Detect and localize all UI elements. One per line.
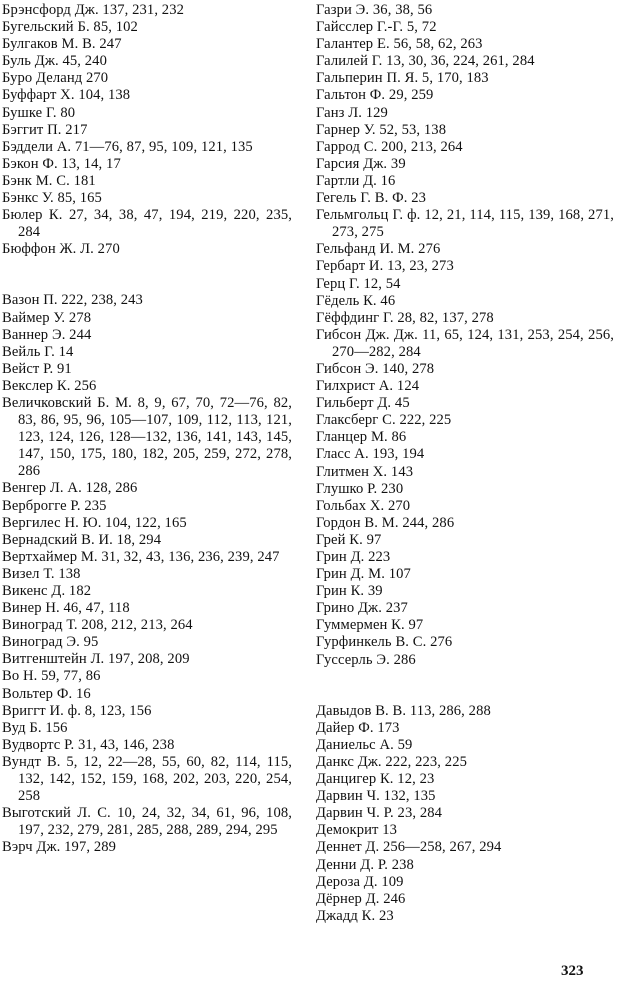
index-entry: Гибсон Дж. Дж. 11, 65, 124, 131, 253, 254, 256, 270—282, 284 xyxy=(316,326,614,360)
index-entry: Герц Г. 12, 54 xyxy=(316,275,401,292)
index-entry: Вудвортс Р. 31, 43, 146, 238 xyxy=(2,736,175,753)
index-entry: Вергилес Н. Ю. 104, 122, 165 xyxy=(2,514,187,531)
index-entry: Бюффон Ж. Л. 270 xyxy=(2,241,120,258)
index-entry: Бэкон Ф. 13, 14, 17 xyxy=(2,155,121,172)
index-entry: Буро Деланд 270 xyxy=(2,70,109,87)
section-g xyxy=(316,2,614,669)
index-entry: Вундт В. 5, 12, 22—28, 55, 60, 82, 114, 115, 132, 142, 152, 159, 168, 202, 203, 220, 254, 258 xyxy=(2,753,292,805)
index-entry: Дайер Ф. 173 xyxy=(316,719,400,736)
index-entry: Грей К. 97 xyxy=(316,531,382,548)
index-entry: Булгаков М. В. 247 xyxy=(2,36,122,53)
index-entry: Вернадский В. И. 18, 294 xyxy=(2,531,162,548)
index-entry: Глушко Р. 230 xyxy=(316,480,404,497)
index-entry: Данкс Дж. 222, 223, 225 xyxy=(316,753,467,770)
section-v xyxy=(2,292,292,856)
section-gap xyxy=(316,669,614,703)
index-entry: Галилей Г. 13, 30, 36, 224, 261, 284 xyxy=(316,53,535,70)
index-entry: Грин Д. 223 xyxy=(316,549,391,565)
index-entry: Дероза Д. 109 xyxy=(316,873,404,890)
section-b xyxy=(2,2,292,258)
index-entry: Гальтон Ф. 29, 259 xyxy=(316,87,434,104)
index-entry: Буффарт Х. 104, 138 xyxy=(2,87,131,104)
index-entry: Бэнкс У. 85, 165 xyxy=(2,190,102,207)
index-entry: Гарсия Дж. 39 xyxy=(316,155,406,172)
index-entry: Деннет Д. 256—258, 267, 294 xyxy=(316,839,502,856)
index-entry: Брэнсфорд Дж. 137, 231, 232 xyxy=(2,2,185,18)
page-number: 323 xyxy=(561,963,584,979)
index-entry: Гласс А. 193, 194 xyxy=(316,446,425,463)
index-entry: Верброгге Р. 235 xyxy=(2,497,107,514)
section-d xyxy=(316,703,614,925)
index-entry: Бугельский Б. 85, 102 xyxy=(2,19,138,36)
index-entry: Вольтер Ф. 16 xyxy=(2,685,91,702)
index-entry: Гаррод С. 200, 213, 264 xyxy=(316,138,463,155)
index-entry: Грин Д. М. 107 xyxy=(316,566,411,583)
index-entry: Дёрнер Д. 246 xyxy=(316,890,406,907)
index-entry: Дарвин Ч. Р. 23, 284 xyxy=(316,805,443,822)
index-entry: Глитмен Х. 143 xyxy=(316,463,414,480)
left-column xyxy=(2,2,292,857)
index-entry: Гибсон Э. 140, 278 xyxy=(316,360,435,377)
index-entry: Бэггит П. 217 xyxy=(2,121,88,138)
index-entry: Вейль Г. 14 xyxy=(2,343,74,360)
index-entry: Денни Д. Р. 238 xyxy=(316,856,414,873)
index-entry: Данцигер К. 12, 23 xyxy=(316,771,435,788)
index-entry: Векслер К. 256 xyxy=(2,377,97,394)
index-entry: Глаксберг С. 222, 225 xyxy=(316,412,452,429)
index-entry: Гербарт И. 13, 23, 273 xyxy=(316,258,454,275)
index-entry: Давыдов В. В. 113, 286, 288 xyxy=(316,702,491,719)
index-entry: Гёффдинг Г. 28, 82, 137, 278 xyxy=(316,309,494,326)
index-entry: Гуммермен К. 97 xyxy=(316,617,424,634)
index-entry: Джадд К. 23 xyxy=(316,907,394,924)
index-entry: Величковский Б. М. 8, 9, 67, 70, 72—76, 82, 83, 86, 95, 96, 105—107, 109, 112, 113, 121, 123, 124, 126, 128—132, 136, 141, 143, 145, 147, 150, 175, 180, 182, 205, 259, 272, 278, 286 xyxy=(2,394,292,480)
index-entry: Вуд Б. 156 xyxy=(2,719,68,736)
section-gap xyxy=(2,258,292,292)
index-entry: Гольбах Х. 270 xyxy=(316,497,411,514)
index-entry: Викенс Д. 182 xyxy=(2,583,92,599)
index-entry: Вейст Р. 91 xyxy=(2,360,72,377)
index-entry: Гельмгольц Г. ф. 12, 21, 114, 115, 139, 168, 271, 273, 275 xyxy=(316,207,614,241)
index-entry: Бэнк М. С. 181 xyxy=(2,172,96,189)
index-entry: Виноград Т. 208, 212, 213, 264 xyxy=(2,617,193,634)
index-entry: Гёдель К. 46 xyxy=(316,292,396,309)
index-entry: Ваймер У. 278 xyxy=(2,309,92,326)
index-entry: Витгенштейн Л. 197, 208, 209 xyxy=(2,651,190,668)
index-entry: Бушке Г. 80 xyxy=(2,104,76,121)
index-entry: Демокрит 13 xyxy=(316,822,398,839)
index-entry: Гуссерль Э. 286 xyxy=(316,651,416,668)
index-entry: Гилхрист А. 124 xyxy=(316,378,420,395)
right-column xyxy=(316,2,614,925)
index-entry: Визел Т. 138 xyxy=(2,565,81,582)
index-entry: Бюлер К. 27, 34, 38, 47, 194, 219, 220, 235, 284 xyxy=(2,207,292,241)
index-entry: Вазон П. 222, 238, 243 xyxy=(2,292,143,309)
index-entry: Гланцер М. 86 xyxy=(316,429,407,446)
index-entry: Дарвин Ч. 132, 135 xyxy=(316,788,436,805)
index-entry: Ганз Л. 129 xyxy=(316,104,388,121)
index-entry: Даниельс А. 59 xyxy=(316,736,413,753)
index-entry: Гордон В. М. 244, 286 xyxy=(316,514,455,531)
index-entry: Бэддели А. 71—76, 87, 95, 109, 121, 135 xyxy=(2,138,253,155)
index-entry: Гурфинкель В. С. 276 xyxy=(316,634,453,651)
index-entry: Гельфанд И. М. 276 xyxy=(316,241,441,258)
index-entry: Газри Э. 36, 38, 56 xyxy=(316,2,433,18)
index-entry: Грино Дж. 237 xyxy=(316,600,408,617)
index-entry: Выготский Л. С. 10, 24, 32, 34, 61, 96, 108, 197, 232, 279, 281, 285, 288, 289, 294, 295 xyxy=(2,805,292,839)
index-entry: Вэрч Дж. 197, 289 xyxy=(2,839,117,856)
index-entry: Буль Дж. 45, 240 xyxy=(2,53,107,70)
index-entry: Гегель Г. В. Ф. 23 xyxy=(316,190,426,207)
index-entry: Гальперин П. Я. 5, 170, 183 xyxy=(316,70,489,87)
index-entry: Вриггт И. ф. 8, 123, 156 xyxy=(2,702,152,719)
index-entry: Грин К. 39 xyxy=(316,583,383,600)
index-entry: Виноград Э. 95 xyxy=(2,634,99,651)
index-entry: Венгер Л. А. 128, 286 xyxy=(2,480,138,497)
index-entry: Ваннер Э. 244 xyxy=(2,326,92,343)
index-entry: Гильберт Д. 45 xyxy=(316,395,410,412)
index-entry: Гартли Д. 16 xyxy=(316,172,396,189)
index-entry: Гарнер У. 52, 53, 138 xyxy=(316,121,447,138)
index-entry: Винер Н. 46, 47, 118 xyxy=(2,600,130,617)
index-entry: Вертхаймер М. 31, 32, 43, 136, 236, 239, 247 xyxy=(2,548,280,565)
index-entry: Галантер Е. 56, 58, 62, 263 xyxy=(316,36,483,53)
index-entry: Гайсслер Г.-Г. 5, 72 xyxy=(316,19,437,36)
index-entry: Во Н. 59, 77, 86 xyxy=(2,668,101,685)
